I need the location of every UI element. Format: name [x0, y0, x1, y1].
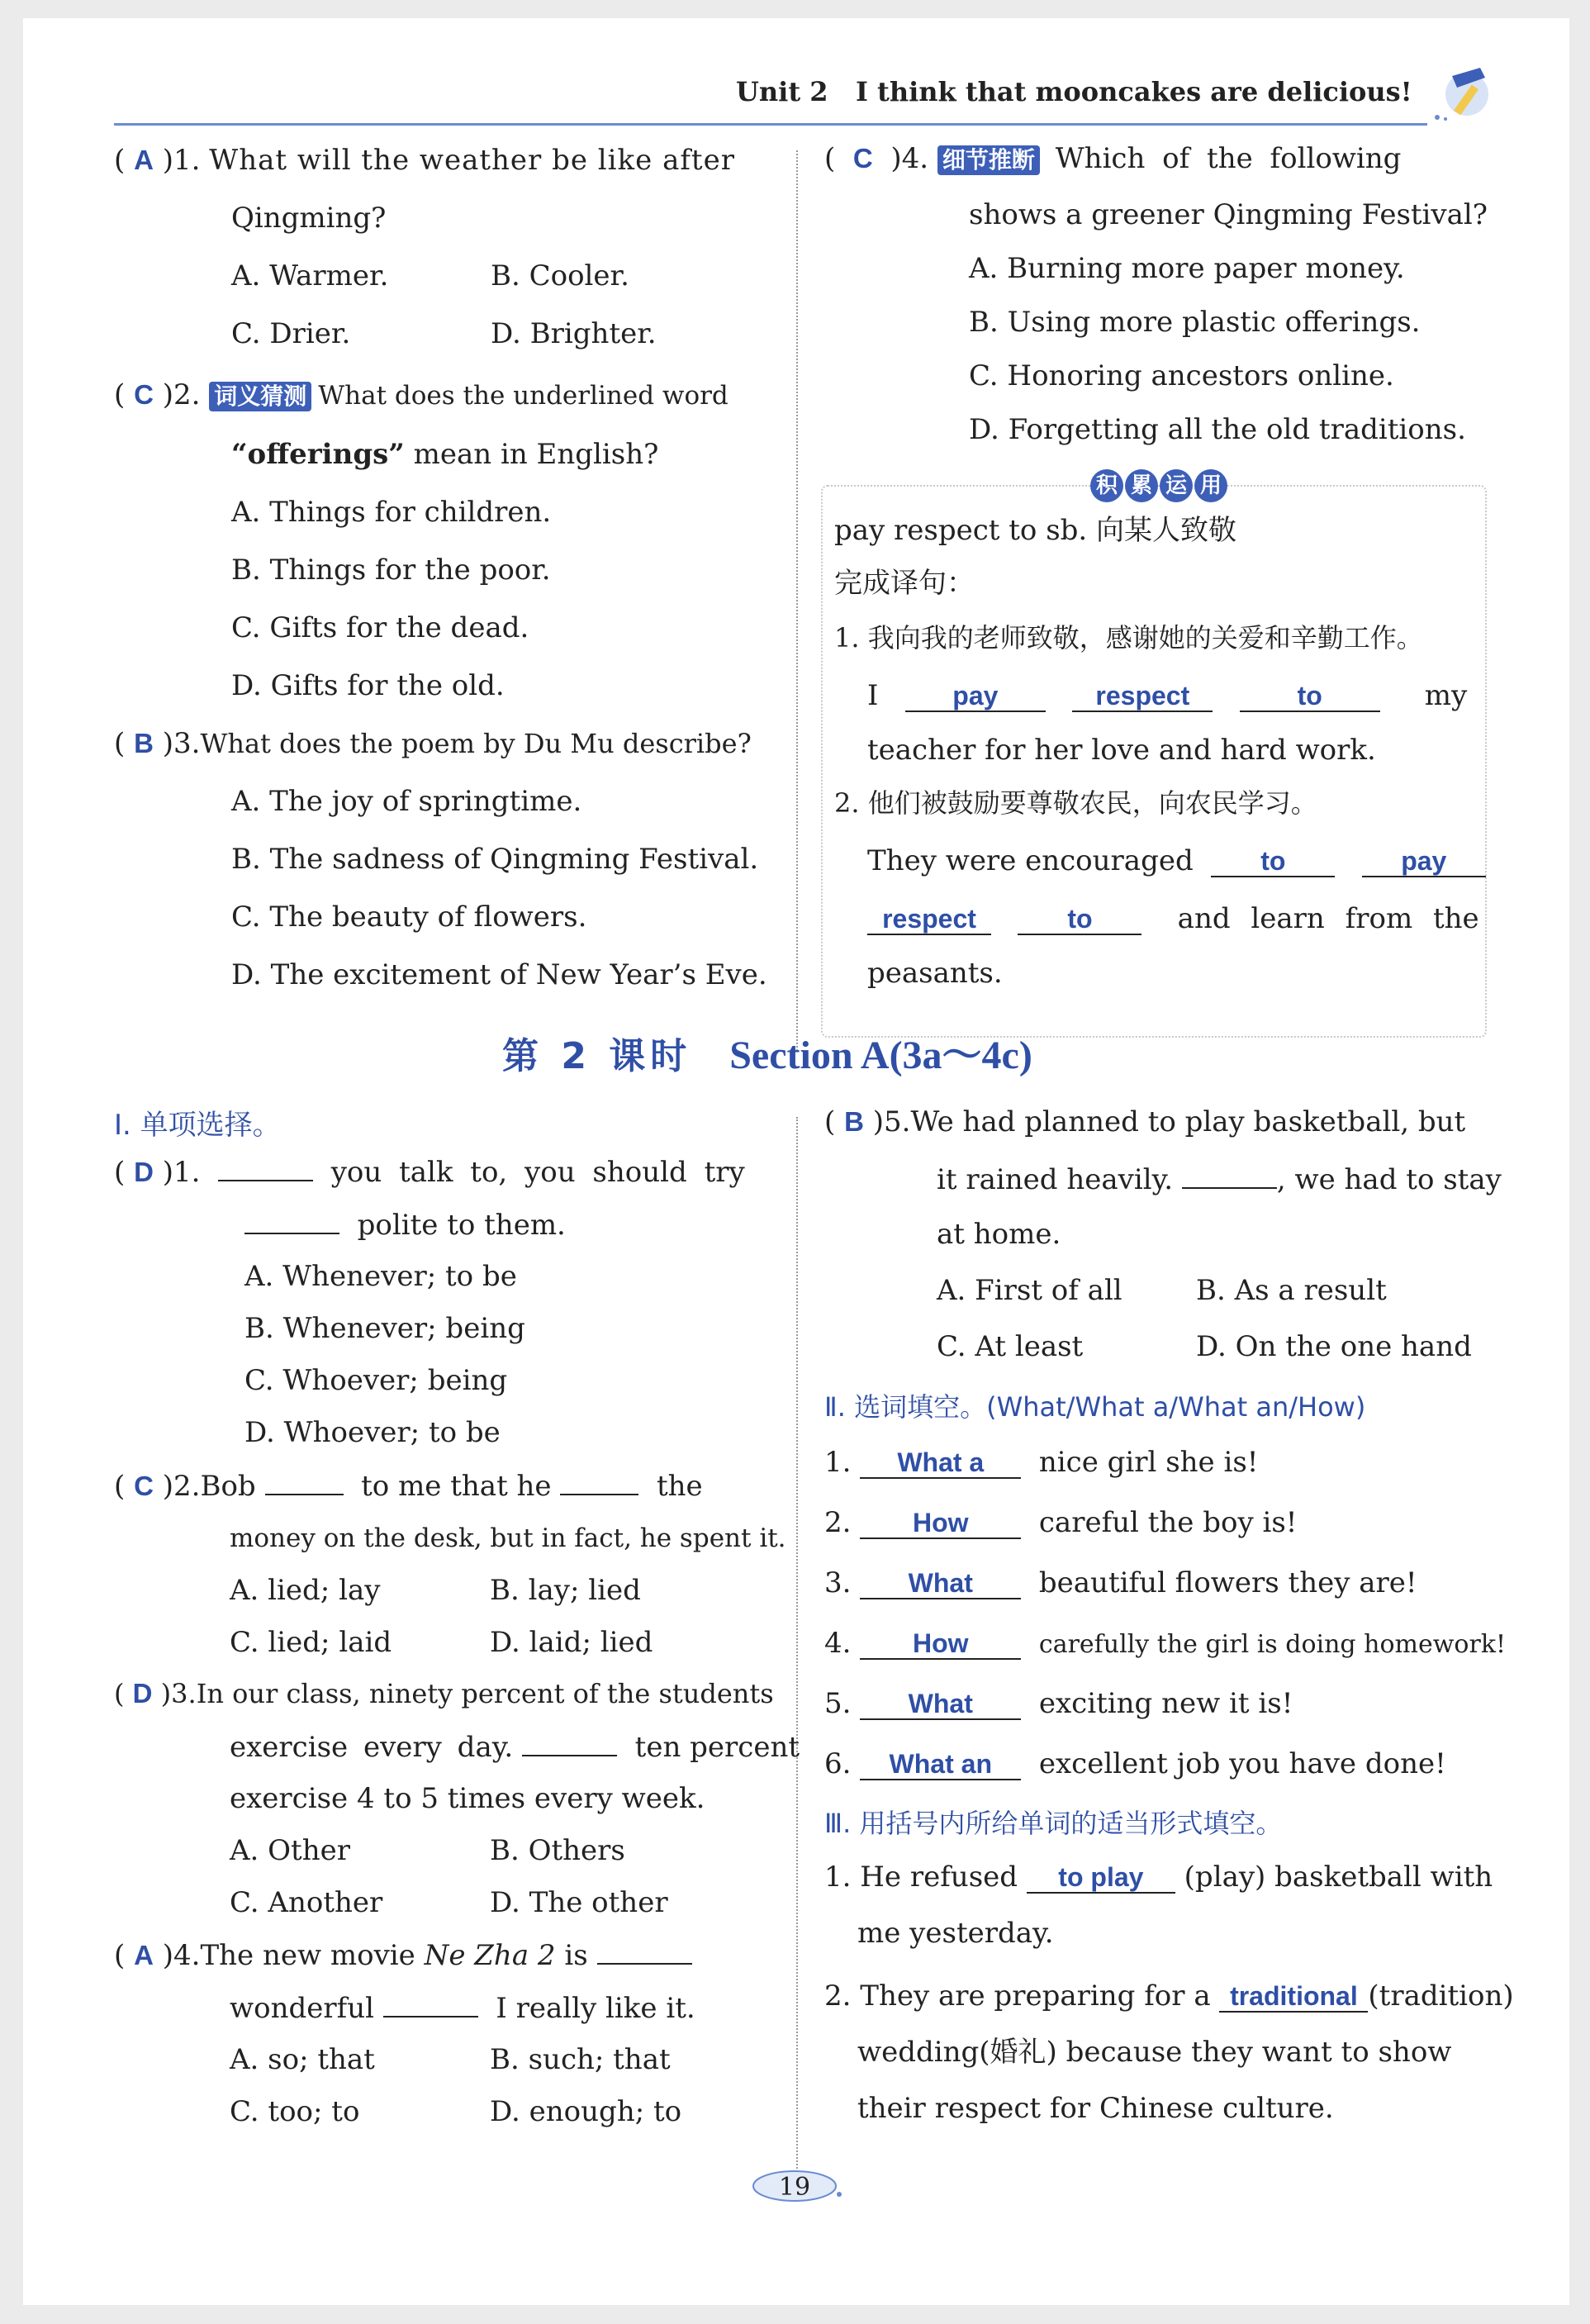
lesson-label: 第 2 课时	[502, 1035, 692, 1077]
fill-blank: to	[1211, 846, 1335, 877]
option: D. Forgetting all the old traditions.	[969, 413, 1466, 446]
sentence-2-line1: They were encouraged to pay	[867, 844, 1486, 877]
phrase: pay respect to sb. 向某人致敬	[834, 514, 1237, 547]
option: B. The sadness of Qingming Festival.	[231, 843, 759, 876]
option: C. Gifts for the dead.	[231, 611, 529, 644]
option: B. Cooler.	[491, 259, 629, 292]
fill-blank: What	[860, 1568, 1021, 1599]
question-2: ( C )2. 词义猜测 What does the underlined word	[114, 378, 729, 411]
answer: B	[844, 1106, 864, 1137]
option: A. Other	[230, 1834, 350, 1867]
fill-item-3: 3. What beautiful flowers they are!	[824, 1566, 1417, 1599]
sentence-2-line3: peasants.	[867, 957, 1003, 990]
stem-line: their respect for Chinese culture.	[857, 2092, 1334, 2125]
unit-label: Unit 2	[736, 76, 828, 107]
option: C. Another	[230, 1886, 383, 1919]
stem-line: polite to them.	[244, 1208, 566, 1242]
option: A. Burning more paper money.	[969, 252, 1405, 285]
stem-line: Qingming?	[231, 202, 387, 235]
fill-blank: traditional	[1219, 1981, 1368, 2013]
stem-line: me yesterday.	[857, 1917, 1054, 1950]
answer: D	[132, 1678, 153, 1709]
option: D. Whoever; to be	[244, 1416, 501, 1449]
sentence-1-line2: teacher for her love and hard work.	[867, 734, 1376, 767]
option: A. The joy of springtime.	[231, 785, 582, 818]
option: B. Using more plastic offerings.	[969, 306, 1421, 339]
form-item-1: 1. He refused to play (play) basketball with	[824, 1861, 1493, 1894]
option: C. Whoever; being	[244, 1364, 508, 1397]
fill-blank: How	[860, 1628, 1021, 1660]
option: D. The other	[490, 1886, 668, 1919]
fill-blank: What an	[860, 1749, 1021, 1780]
answer: A	[134, 1940, 154, 1970]
mc-question-1: ( D )1. you talk to, you should try	[114, 1156, 745, 1189]
running-header	[736, 76, 1412, 107]
option: D. Gifts for the old.	[231, 669, 505, 702]
stem-line: exercise 4 to 5 times every week.	[230, 1782, 705, 1815]
fill-blank: pay	[905, 681, 1046, 712]
fill-blank: What a	[860, 1447, 1021, 1479]
option: D. Brighter.	[491, 317, 657, 350]
form-item-2: 2. They are preparing for a traditional (tradition)	[824, 1979, 1514, 2013]
option: C. Drier.	[231, 317, 351, 350]
mc-question-5: ( B )5.We had planned to play basketball, but	[824, 1105, 1466, 1138]
fill-item-4: 4. How carefully the girl is doing homework!	[824, 1627, 1507, 1660]
option: A. First of all	[937, 1274, 1122, 1307]
tag-word-guess: 词义猜测	[209, 382, 311, 411]
fill-item-6: 6. What an excellent job you have done!	[824, 1747, 1446, 1780]
tag-detail-inference: 细节推断	[937, 145, 1040, 175]
stem-line: “offerings” mean in English?	[231, 438, 659, 471]
question-3: ( B )3.What does the poem by Du Mu describe?	[114, 727, 752, 760]
fill-item-2: 2. How careful the boy is!	[824, 1506, 1298, 1539]
option: D. laid; lied	[490, 1626, 653, 1659]
option: A. Whenever; to be	[244, 1260, 517, 1293]
option: B. Others	[490, 1834, 625, 1867]
option: B. Whenever; being	[244, 1312, 525, 1345]
fill-blank: pay	[1362, 846, 1486, 877]
option: C. At least	[937, 1330, 1084, 1363]
page-number: 19	[747, 2166, 846, 2206]
part1-heading: Ⅰ. 单项选择。	[114, 1109, 281, 1142]
fill-blank: to	[1240, 681, 1380, 712]
option: B. As a result	[1196, 1274, 1387, 1307]
option: B. such; that	[490, 2043, 671, 2076]
answer: D	[134, 1157, 154, 1187]
fill-blank: How	[860, 1508, 1021, 1539]
option: D. On the one hand	[1196, 1330, 1472, 1363]
question-1: ( A )1. What will the weather be like after	[114, 144, 735, 177]
sentence-1-blanks: I pay respect to my	[867, 679, 1468, 712]
stem-line: shows a greener Qingming Festival?	[969, 198, 1488, 231]
pencil-icon	[1427, 59, 1502, 129]
option: C. The beauty of flowers.	[231, 901, 587, 934]
stem-line: money on the desk, but in fact, he spent it.	[230, 1523, 786, 1553]
answer: B	[134, 728, 154, 758]
section-title	[502, 1033, 1032, 1080]
mc-question-2: ( C )2.Bob to me that he the	[114, 1470, 703, 1503]
stem-line: wonderful I really like it.	[230, 1992, 695, 2025]
part2-heading: Ⅱ. 选词填空。(What/What a/What an/How)	[824, 1391, 1366, 1423]
option: D. The excitement of New Year’s Eve.	[231, 958, 767, 991]
answer: C	[134, 1471, 154, 1501]
column-divider	[796, 150, 798, 1051]
fill-blank: What	[860, 1689, 1021, 1720]
accumulate-badges: 积 累 运 用	[1089, 469, 1228, 502]
option: C. too; to	[230, 2095, 360, 2128]
workbook-page	[23, 18, 1569, 2305]
option: A. Things for children.	[231, 496, 552, 529]
fill-blank: respect	[867, 904, 991, 935]
option: C. lied; laid	[230, 1626, 392, 1659]
fill-item-1: 1. What a nice girl she is!	[824, 1446, 1259, 1479]
answer: A	[134, 145, 154, 175]
mc-question-3: ( D )3.In our class, ninety percent of the students	[114, 1678, 774, 1709]
stem-line: wedding(婚礼) because they want to show	[857, 2036, 1452, 2069]
blank	[218, 1155, 313, 1181]
option: B. Things for the poor.	[231, 554, 551, 587]
unit-title: I think that mooncakes are delicious!	[855, 76, 1412, 107]
fill-blank: to	[1018, 904, 1141, 935]
fill-blank: respect	[1072, 681, 1213, 712]
part3-heading: Ⅲ. 用括号内所给单词的适当形式填空。	[824, 1808, 1283, 1839]
stem-line: it rained heavily. , we had to stay	[937, 1163, 1502, 1196]
stem-line: at home.	[937, 1218, 1061, 1251]
stem-line: exercise every day. ten percent	[230, 1731, 800, 1764]
option: C. Honoring ancestors online.	[969, 359, 1394, 392]
fill-blank: to play	[1027, 1862, 1175, 1894]
sentence-2-line2: respect to and learn from the	[867, 902, 1479, 935]
answer: C	[134, 379, 154, 410]
question-4: ( C )4. 细节推断 Which of the following	[824, 142, 1402, 175]
sentence-1-cn: 1. 我向我的老师致敬，感谢她的关爱和辛勤工作。	[834, 622, 1423, 653]
mc-question-4: ( A )4.The new movie Ne Zha 2 is	[114, 1938, 692, 1972]
option: D. enough; to	[490, 2095, 682, 2128]
sentence-2-cn: 2. 他们被鼓励要尊敬农民，向农民学习。	[834, 787, 1317, 819]
fill-item-5: 5. What exciting new it is!	[824, 1687, 1293, 1720]
option: A. so; that	[230, 2043, 375, 2076]
header-rule	[114, 123, 1427, 126]
option: A. Warmer.	[231, 259, 389, 292]
column-divider	[796, 1117, 798, 2174]
task-instruction: 完成译句：	[834, 567, 975, 600]
answer: C	[852, 143, 873, 173]
option: A. lied; lay	[230, 1574, 381, 1607]
option: B. lay; lied	[490, 1574, 641, 1607]
section-label: Section A(3a～4c)	[729, 1034, 1032, 1077]
